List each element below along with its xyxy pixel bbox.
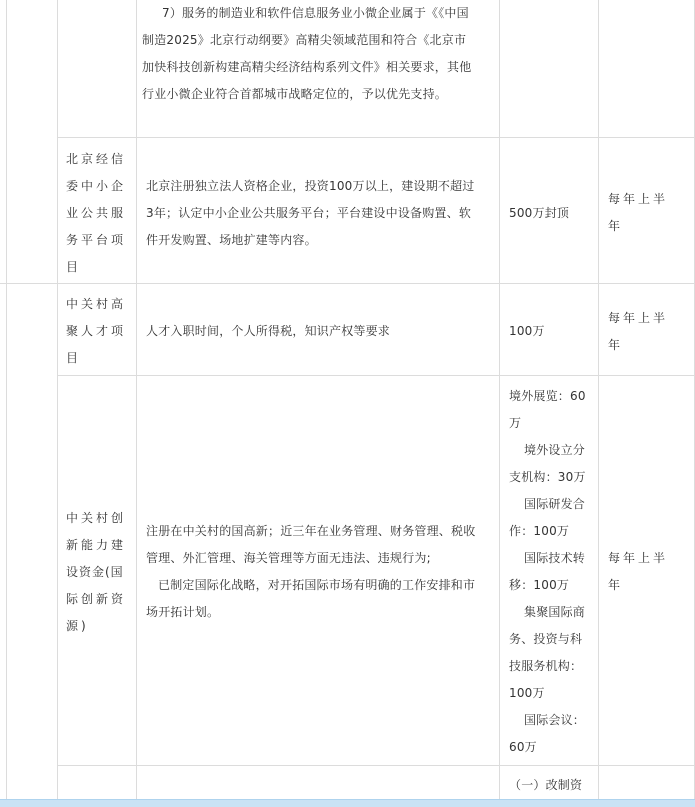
amount-line: 移：100万 — [509, 578, 570, 592]
amount-line: 集聚国际商 — [524, 605, 586, 619]
conditions-line: 人才入职时间，个人所得税，知识产权等要求 — [146, 324, 391, 338]
project-name-line: 目 — [66, 351, 82, 365]
amount-line: 国际会议： — [524, 713, 586, 727]
time-line: 每年上半 — [608, 192, 669, 206]
time-line: 年 — [608, 219, 624, 233]
conditions-line: 注册在中关村的国高新；近三年在业务管理、财务管理、税收 — [146, 524, 476, 538]
project-name-line: 中关村高 — [66, 297, 127, 311]
project-name-line: 新能力建 — [66, 538, 127, 552]
amount-line: 万 — [509, 416, 522, 430]
conditions-line: 管理、外汇管理、海关管理等方面无违法、违规行为; — [146, 551, 431, 565]
conditions-line: 3年；认定中小企业公共服务平台；平台建设中设备购置、软 — [146, 206, 472, 220]
amount-cell — [509, 200, 595, 227]
amount-line: 支机构：30万 — [509, 470, 586, 484]
row-divider — [0, 283, 695, 284]
amount-line: 500万封顶 — [509, 206, 570, 220]
project-name-line: 聚人才项 — [66, 324, 127, 338]
amount-line: 国际技术转 — [524, 551, 586, 565]
project-name-line: 设资金(国 — [66, 565, 124, 579]
amount-line: 技服务机构： — [509, 659, 583, 673]
project-name-line: 源) — [66, 619, 89, 633]
time-line: 每年上半 — [608, 551, 669, 565]
conditions-cell — [146, 173, 498, 254]
time-cell — [608, 305, 694, 359]
conditions-line: 件开发购置、场地扩建等内容。 — [146, 233, 317, 247]
conditions-line: 已制定国际化战略，对开拓国际市场有明确的工作安排和市 — [158, 578, 476, 592]
project-name-cell — [66, 146, 134, 281]
column-divider — [6, 0, 7, 800]
amount-line: 作：100万 — [509, 524, 570, 538]
conditions-cell — [146, 518, 498, 626]
time-line: 每年上半 — [608, 311, 669, 325]
amount-cell — [509, 318, 595, 345]
amount-line: 国际研发合 — [524, 497, 586, 511]
amount-line: 100万 — [509, 686, 545, 700]
column-divider — [499, 0, 500, 800]
conditions-line: 制造2025》北京行动纲要》高精尖领域范围和符合《北京市 — [142, 33, 467, 47]
conditions-line: 北京注册独立法人资格企业，投资100万以上，建设期不超过 — [146, 179, 475, 193]
amount-cell — [509, 772, 595, 799]
conditions-line: 场开拓计划。 — [146, 605, 220, 619]
conditions-line: 7）服务的制造业和软件信息服务业小微企业属于《《中国 — [162, 6, 469, 20]
project-name-line: 委中小企 — [66, 179, 127, 193]
time-line: 年 — [608, 578, 624, 592]
amount-line: 境外设立分 — [524, 443, 586, 457]
row-divider — [57, 375, 695, 376]
column-divider — [136, 0, 137, 800]
project-name-cell — [66, 505, 134, 640]
amount-line: 100万 — [509, 324, 545, 338]
project-name-line: 务平台项 — [66, 233, 127, 247]
conditions-cell — [142, 0, 496, 108]
conditions-line: 加快科技创新构建高精尖经济结构系列文件》相关要求，其他 — [142, 60, 472, 74]
column-divider — [598, 0, 599, 800]
time-cell — [608, 186, 694, 240]
project-name-line: 际创新资 — [66, 592, 127, 606]
amount-line: （一）改制资 — [509, 778, 583, 792]
amount-line: 务、投资与科 — [509, 632, 583, 646]
time-line: 年 — [608, 338, 624, 352]
amount-cell — [509, 383, 595, 761]
project-name-line: 目 — [66, 260, 82, 274]
conditions-cell — [146, 318, 498, 345]
project-name-line: 中关村创 — [66, 511, 127, 525]
row-divider — [57, 137, 695, 138]
project-name-line: 北京经信 — [66, 152, 127, 166]
conditions-line: 行业小微企业符合首都城市战略定位的，予以优先支持。 — [142, 87, 448, 101]
amount-line: 60万 — [509, 740, 537, 754]
time-cell — [608, 545, 694, 599]
row-divider — [57, 765, 695, 766]
project-name-line: 业公共服 — [66, 206, 127, 220]
project-name-cell — [66, 291, 134, 372]
column-divider — [57, 0, 58, 800]
amount-line: 境外展览：60 — [509, 389, 586, 403]
